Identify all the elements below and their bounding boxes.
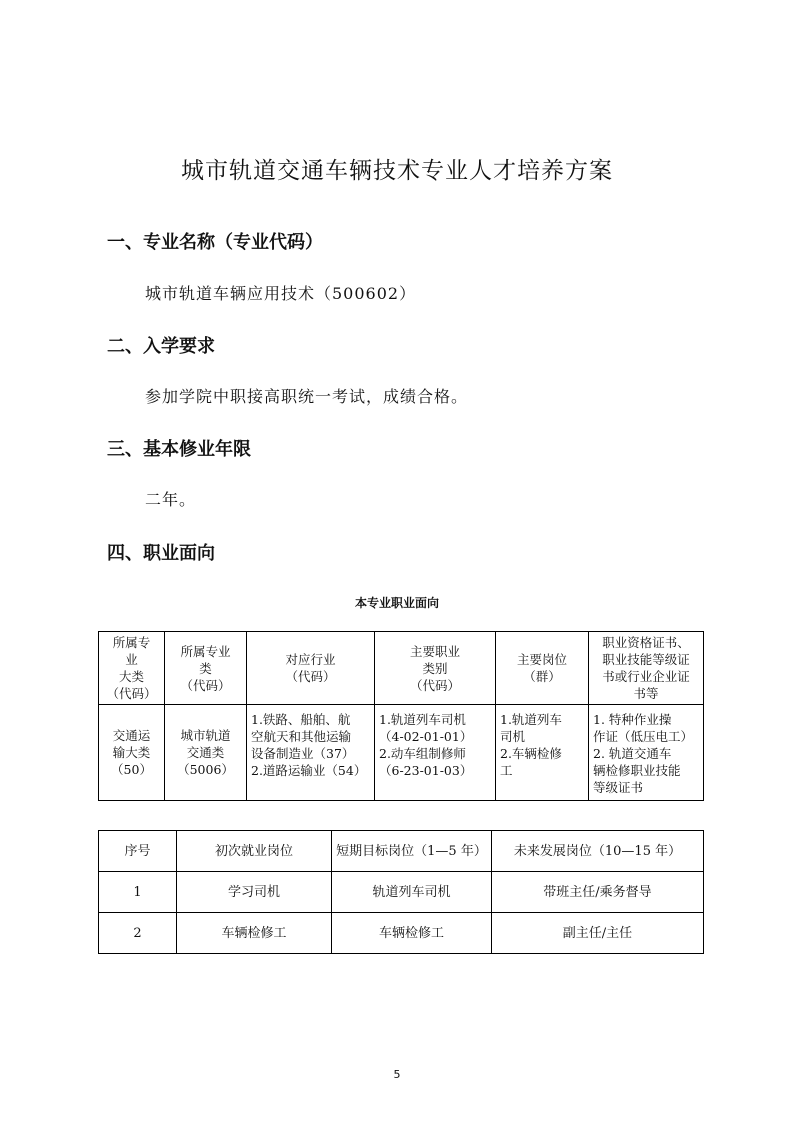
table-cell: 1. 特种作业操 作证（低压电工） 2. 轨道交通车 辆检修职业技能 等级证书: [589, 705, 704, 801]
table-caption: 本专业职业面向: [354, 596, 439, 610]
table-cell: 1.轨道列车司机 （4-02-01-01） 2.动车组制修师 （6-23-01-03）: [375, 705, 496, 801]
header-cell: 职业资格证书、 职业技能等级证 书或行业企业证 书等: [589, 632, 704, 705]
header-cell: 所属专业 类 （代码）: [165, 632, 247, 705]
career-path-table: [98, 830, 704, 954]
table-cell: 1.轨道列车 司机 2.车辆检修 工: [496, 705, 589, 801]
header-cell: 序号: [99, 831, 177, 872]
table-row: [99, 913, 704, 954]
page-number: 5: [393, 1068, 401, 1081]
table-cell: 1: [99, 872, 177, 913]
admission-text: 参加学院中职接高职统一考试，成绩合格。: [145, 387, 469, 406]
table-cell: 交通运 输大类 （50）: [99, 705, 165, 801]
table-cell: 1.铁路、船舶、航 空航天和其他运输 设备制造业（37） 2.道路运输业（54）: [247, 705, 375, 801]
header-cell: 未来发展岗位（10—15 年）: [492, 831, 704, 872]
table-cell: 轨道列车司机: [332, 872, 492, 913]
header-cell: 主要岗位 （群）: [496, 632, 589, 705]
header-cell: 对应行业 （代码）: [247, 632, 375, 705]
section-heading-admission: 二、入学要求: [107, 336, 215, 357]
header-cell: 初次就业岗位: [177, 831, 332, 872]
section-heading-major-name: 一、专业名称（专业代码）: [107, 232, 323, 253]
table-header-row: [99, 632, 704, 705]
header-cell: 短期目标岗位（1—5 年）: [332, 831, 492, 872]
table-cell: 2: [99, 913, 177, 954]
table-row: [99, 705, 704, 801]
section-heading-career: 四、职业面向: [107, 543, 215, 564]
header-cell: 主要职业 类别 （代码）: [375, 632, 496, 705]
table-row: [99, 872, 704, 913]
section-heading-duration: 三、基本修业年限: [107, 439, 251, 460]
table-cell: 带班主任/乘务督导: [492, 872, 704, 913]
document-title: 城市轨道交通车辆技术专业人才培养方案: [181, 158, 613, 184]
table-header-row: [99, 831, 704, 872]
career-orientation-table: [98, 631, 704, 801]
table-cell: 学习司机: [177, 872, 332, 913]
table-cell: 车辆检修工: [332, 913, 492, 954]
table-cell: 城市轨道 交通类 （5006）: [165, 705, 247, 801]
table-cell: 副主任/主任: [492, 913, 704, 954]
table-cell: 车辆检修工: [177, 913, 332, 954]
header-cell: 所属专 业 大类 （代码）: [99, 632, 165, 705]
duration-text: 二年。: [145, 490, 197, 509]
major-name-text: 城市轨道车辆应用技术（500602）: [145, 284, 417, 303]
